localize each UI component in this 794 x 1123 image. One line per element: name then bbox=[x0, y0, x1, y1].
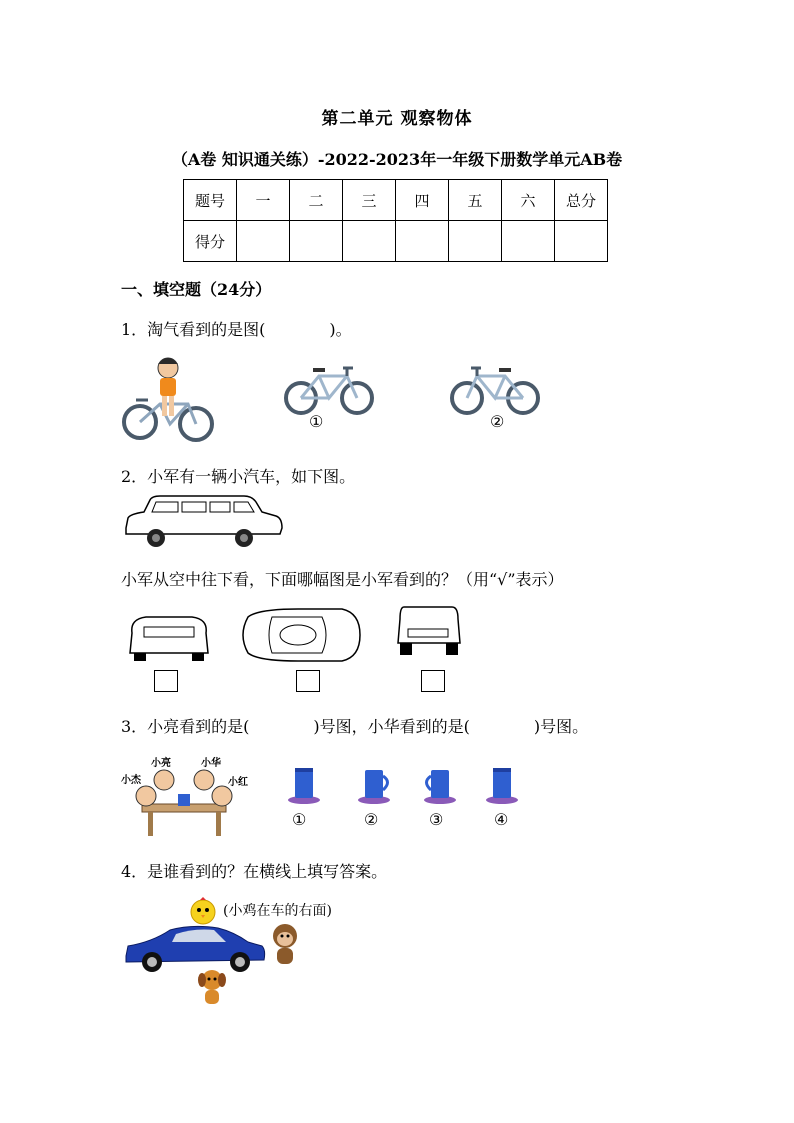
question-1: 1．淘气看到的是图( )。 bbox=[121, 320, 352, 339]
answer-checkbox[interactable] bbox=[296, 670, 320, 692]
score-table-score-row bbox=[184, 221, 608, 262]
answer-checkbox[interactable] bbox=[421, 670, 445, 692]
child-name-label: 小华 bbox=[201, 758, 221, 769]
bike-image-2 bbox=[449, 360, 541, 416]
children-around-table-illustration bbox=[124, 768, 240, 838]
question-4: 4．是谁看到的？在横线上填写答案。 bbox=[121, 862, 388, 881]
option-label: ① bbox=[309, 412, 324, 431]
question-2: 2．小军有一辆小汽车，如下图。 bbox=[121, 467, 356, 486]
table-cell: 题号 bbox=[184, 180, 237, 221]
score-input-cell[interactable] bbox=[449, 221, 502, 262]
table-cell: 五 bbox=[449, 180, 502, 221]
cup-image-3 bbox=[420, 764, 460, 804]
option-label: ④ bbox=[494, 810, 509, 829]
blue-car-illustration bbox=[122, 922, 268, 974]
score-table-header-row bbox=[184, 180, 608, 221]
child-name-label: 小亮 bbox=[151, 758, 171, 769]
score-input-cell[interactable] bbox=[290, 221, 343, 262]
boy-on-bike-illustration bbox=[122, 354, 218, 446]
cup-image-2 bbox=[356, 764, 396, 804]
page-title: 第二单元 观察物体 bbox=[321, 109, 473, 129]
table-cell: 二 bbox=[290, 180, 343, 221]
score-input-cell[interactable] bbox=[237, 221, 290, 262]
monkey-illustration bbox=[268, 922, 302, 970]
question-2-prompt: 小军从空中往下看，下面哪幅图是小军看到的？（用“√”表示） bbox=[121, 570, 564, 589]
score-input-cell[interactable] bbox=[396, 221, 449, 262]
section-heading: 一、填空题（24分） bbox=[121, 280, 272, 299]
table-cell: 总分 bbox=[555, 180, 608, 221]
score-input-cell[interactable] bbox=[343, 221, 396, 262]
cup-image-1 bbox=[286, 764, 322, 804]
limousine-side-view bbox=[120, 494, 284, 550]
child-name-label: 小红 bbox=[228, 777, 248, 788]
score-table bbox=[183, 179, 608, 262]
option-label: ① bbox=[292, 810, 307, 829]
score-input-cell[interactable] bbox=[555, 221, 608, 262]
table-cell: 四 bbox=[396, 180, 449, 221]
bike-image-1 bbox=[283, 360, 375, 416]
cup-image-4 bbox=[484, 764, 520, 804]
score-input-cell[interactable] bbox=[502, 221, 555, 262]
car-back-view bbox=[394, 603, 464, 659]
table-cell: 一 bbox=[237, 180, 290, 221]
question-4-note: (小鸡在车的右面) bbox=[223, 903, 332, 919]
question-3: 3．小亮看到的是( )号图，小华看到的是( )号图。 bbox=[121, 717, 589, 736]
table-cell: 六 bbox=[502, 180, 555, 221]
option-label: ② bbox=[364, 810, 379, 829]
puppy-illustration bbox=[197, 968, 229, 1010]
car-top-view bbox=[238, 605, 362, 663]
page-subtitle: （A卷 知识通关练）-2022-2023年一年级下册数学单元AB卷 bbox=[171, 150, 623, 169]
car-front-view bbox=[124, 605, 214, 663]
child-name-label: 小杰 bbox=[121, 775, 141, 786]
option-label: ② bbox=[490, 412, 505, 431]
table-cell: 三 bbox=[343, 180, 396, 221]
table-cell: 得分 bbox=[184, 221, 237, 262]
answer-checkbox[interactable] bbox=[154, 670, 178, 692]
option-label: ③ bbox=[429, 810, 444, 829]
